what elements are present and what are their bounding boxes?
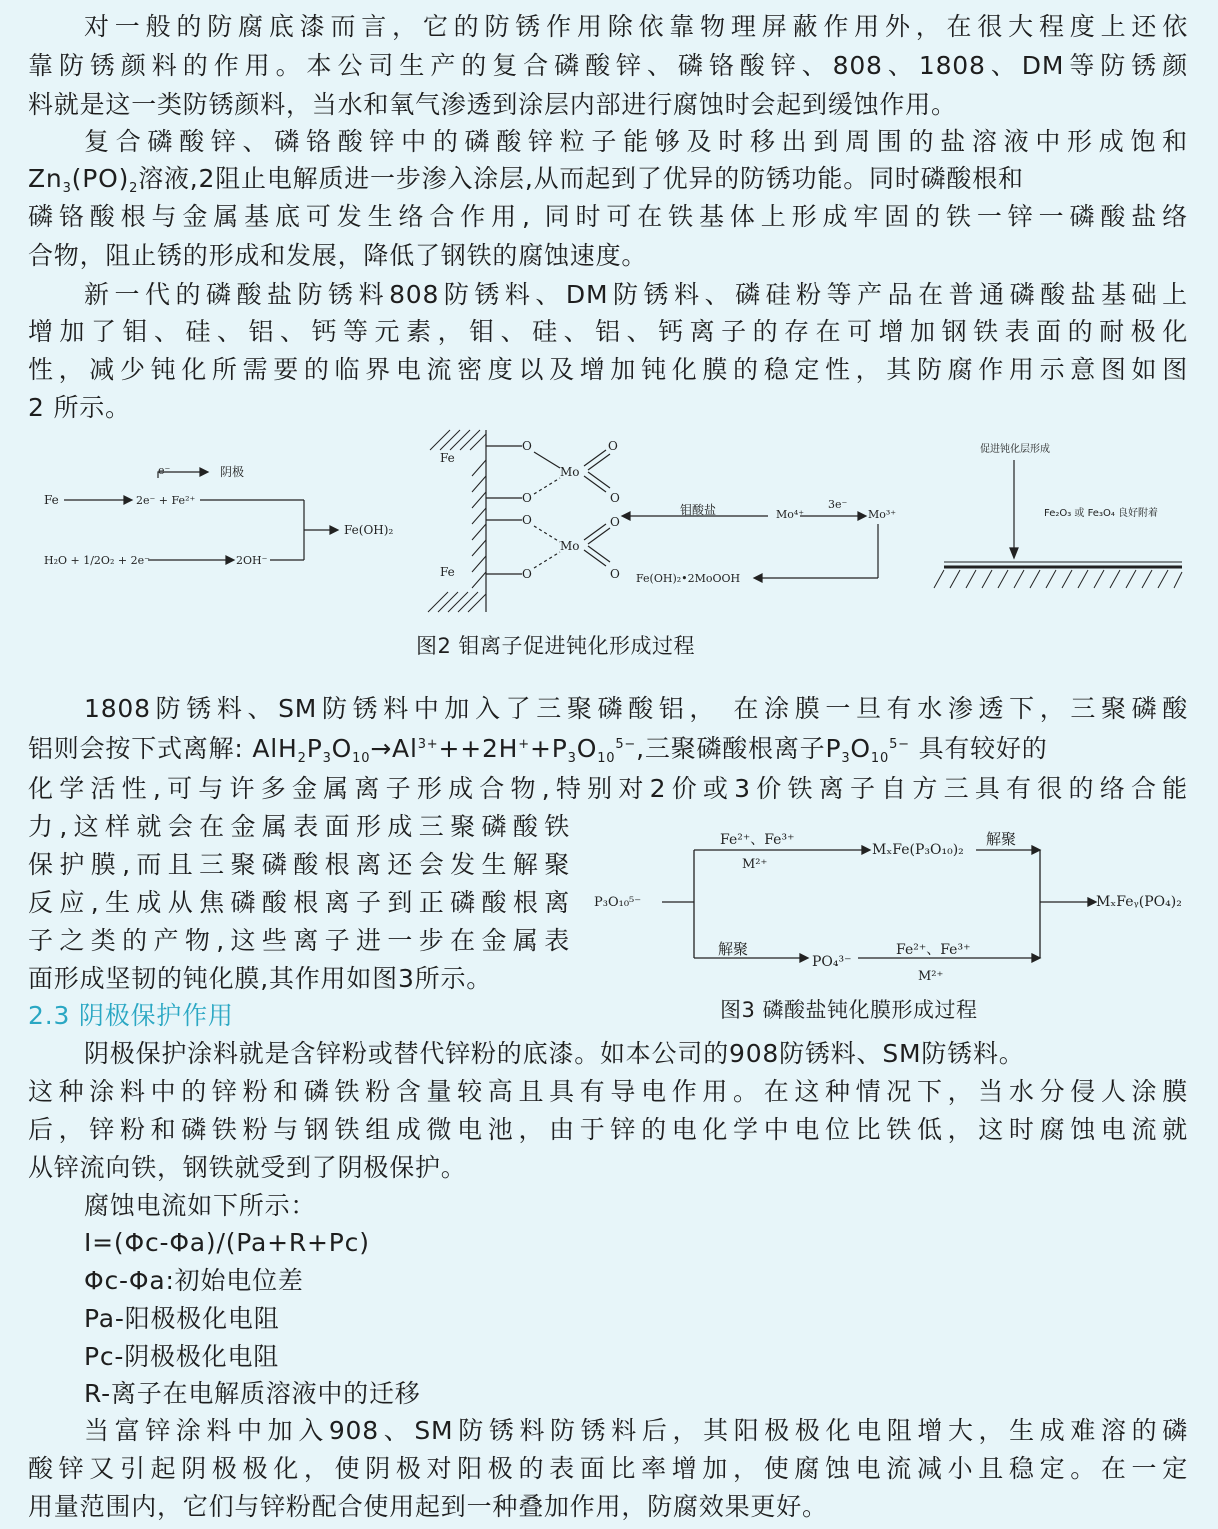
fig2-cathode-label: 阴极 [220,465,245,479]
p4-line2: 铝则会按下式离解: $AlH_2P_3O_{10}\to Al^{3+}++2H^++P_3O_{10}^{5-}$,三聚磷酸根离子$P_3O_{10}^{5-}$ 具有较好的 [28,734,1048,766]
fig2-o5: O [608,439,618,453]
p4-line8: 面形成坚韧的钝化膜,其作用如图3所示。 [28,964,493,993]
fig3-depolymerize-top: 解聚 [986,830,1017,848]
p2-line4: 合物，阻止锈的形成和发展，降低了钢铁的腐蚀速度。 [28,241,648,270]
p3-line3: 性，减少钝化所需要的临界电流密度以及增加钝化膜的稳定性，其防腐作用示意图如图 [28,355,1188,384]
figure3-diagram [580,820,1200,990]
figure2-caption: 图2 钼离子促进钝化形成过程 [416,634,696,658]
fig2-right-side: Fe₂O₃ 或 Fe₃O₄ 良好附着 [1044,508,1159,519]
fig2-reaction1: 2e⁻ + Fe²⁺ [136,494,196,507]
section-heading: 2.3 阴极保护作用 [28,1001,234,1030]
fig3-depolymerize-bottom: 解聚 [718,940,749,958]
p4-line7: 子之类的产物,这些离子进一步在金属表 [28,926,570,955]
fig2-o7: O [610,515,620,529]
p6-line1: 当富锌涂料中加入908、SM防锈料防锈料后，其阳极极化电阻增大，生成难溶的磷 [84,1416,1188,1445]
formula-def-potential: Φc-Φa:初始电位差 [84,1266,304,1295]
p5-line2: 这种涂料中的锌粉和磷铁粉含量较高且具有导电作用。在这种情况下，当水分侵人涂膜 [28,1077,1188,1106]
p4-line3: 化学活性,可与许多金属离子形成合物,特别对2价或3价铁离子自方三具有很的络合能 [28,774,1188,803]
p1-line2: 靠防锈颜料的作用。本公司生产的复合磷酸锌、磷铬酸锌、808、1808、DM等防锈颜 [28,51,1188,80]
fig2-product: Fe(OH)₂ [344,523,394,537]
fig3-fe-ions-top: Fe²⁺、Fe³⁺ [720,832,795,848]
fig3-m2-top: M²⁺ [742,857,768,872]
p5-line4: 从锌流向铁，钢铁就受到了阴极保护。 [28,1153,467,1182]
p5-line1: 阴极保护涂料就是含锌粉或替代锌粉的底漆。如本公司的908防锈料、SM防锈料。 [84,1039,1025,1068]
fig2-mo4: Mo⁴⁺ [776,508,805,521]
fig2-3e: 3e⁻ [828,498,848,511]
fig2-right-top: 促进钝化层形成 [980,444,1050,455]
formula-def-pc: Pc-阴极极化电阻 [84,1342,280,1371]
fig2-mo3: Mo³⁺ [868,508,897,521]
p2-line2: $Zn_3(PO)_2$溶液,2阻止电解质进一步渗入涂层,从而起到了优异的防锈功能。同时磷酸根和 [28,164,1024,196]
p6-line3: 用量范围内，它们与锌粉配合使用起到一种叠加作用，防腐效果更好。 [28,1492,828,1521]
p1-line1: 对一般的防腐底漆而言，它的防锈作用除依靠物理屏蔽作用外，在很大程度上还依 [84,12,1188,41]
fig3-po4: PO₄³⁻ [812,954,852,970]
formula-def-r: R-离子在电解质溶液中的迁移 [84,1379,421,1408]
formula-equation: I=(Φc-Φa)/(Pa+R+Pc) [84,1228,370,1257]
fig2-mo-bottom: Mo [560,539,580,553]
fig2-molybdate: 钼酸盐 [680,503,717,517]
fig2-mo-top: Mo [560,465,580,479]
p4-line1: 1808防锈料、SM防锈料中加入了三聚磷酸铝， 在涂膜一旦有水渗透下，三聚磷酸 [84,694,1188,723]
figure2-diagram [0,420,1218,620]
p3-line4: 2 所示。 [28,393,131,422]
formula-def-pa: Pa-阳极极化电阻 [84,1304,280,1333]
formula-intro: 腐蚀电流如下所示： [84,1191,317,1220]
p2-line1: 复合磷酸锌、磷铬酸锌中的磷酸锌粒子能够及时移出到周围的盐溶液中形成饱和 [84,127,1188,156]
fig2-o4: O [522,567,532,581]
p3-line2: 增加了钼、硅、铝、钙等元素，钼、硅、铝、钙离子的存在可增加钢铁表面的耐极化 [28,317,1188,346]
fig2-oh-label: 2OH⁻ [236,554,268,567]
figure3-caption: 图3 磷酸盐钝化膜形成过程 [720,998,978,1022]
fig2-o8: O [610,567,620,581]
fig2-o1: O [522,439,532,453]
p6-line2: 酸锌又引起阴极极化，使阴极对阳极的表面比率增加，使腐蚀电流减小且稳定。在一定 [28,1454,1188,1483]
fig2-fe-top: Fe [440,451,455,465]
fig2-o6: O [610,491,620,505]
p3-line1: 新一代的磷酸盐防锈料808防锈料、DM防锈料、磷硅粉等产品在普通磷酸盐基础上 [84,280,1188,309]
fig3-m2-bottom: M²⁺ [918,969,944,984]
p4-line6: 反应,生成从焦磷酸根离子到正磷酸根离 [28,888,570,917]
p5-line3: 后，锌粉和磷铁粉与钢铁组成微电池，由于锌的电化学中电位比铁低，这时腐蚀电流就 [28,1115,1188,1144]
fig2-fe-bottom: Fe [440,565,455,579]
fig3-p3o10: P₃O₁₀⁵⁻ [594,895,642,910]
p4-line4: 力,这样就会在金属表面形成三聚磷酸铁 [28,812,570,841]
fig2-e-label: e⁻ [158,464,171,477]
p4-line5: 保护膜,而且三聚磷酸根离还会发生解聚 [28,850,570,879]
fig2-feooh: Fe(OH)₂•2MoOOH [636,572,741,585]
p1-line3: 料就是这一类防锈颜料，当水和氧气渗透到涂层内部进行腐蚀时会起到缓蚀作用。 [28,90,957,119]
fig2-o3: O [522,513,532,527]
fig3-final-product: MₓFeᵧ(PO₄)₂ [1096,894,1182,910]
fig2-o2: O [522,491,532,505]
fig3-intermediate: MₓFe(P₃O₁₀)₂ [872,842,964,858]
fig2-reaction2: H₂O + 1/2O₂ + 2e⁻ [44,554,150,567]
fig2-fe-label: Fe [44,493,59,507]
p2-line3: 磷铬酸根与金属基底可发生络合作用, 同时可在铁基体上形成牢固的铁一锌一磷酸盐络 [28,202,1188,231]
fig3-fe-ions-bottom: Fe²⁺、Fe³⁺ [896,942,971,958]
